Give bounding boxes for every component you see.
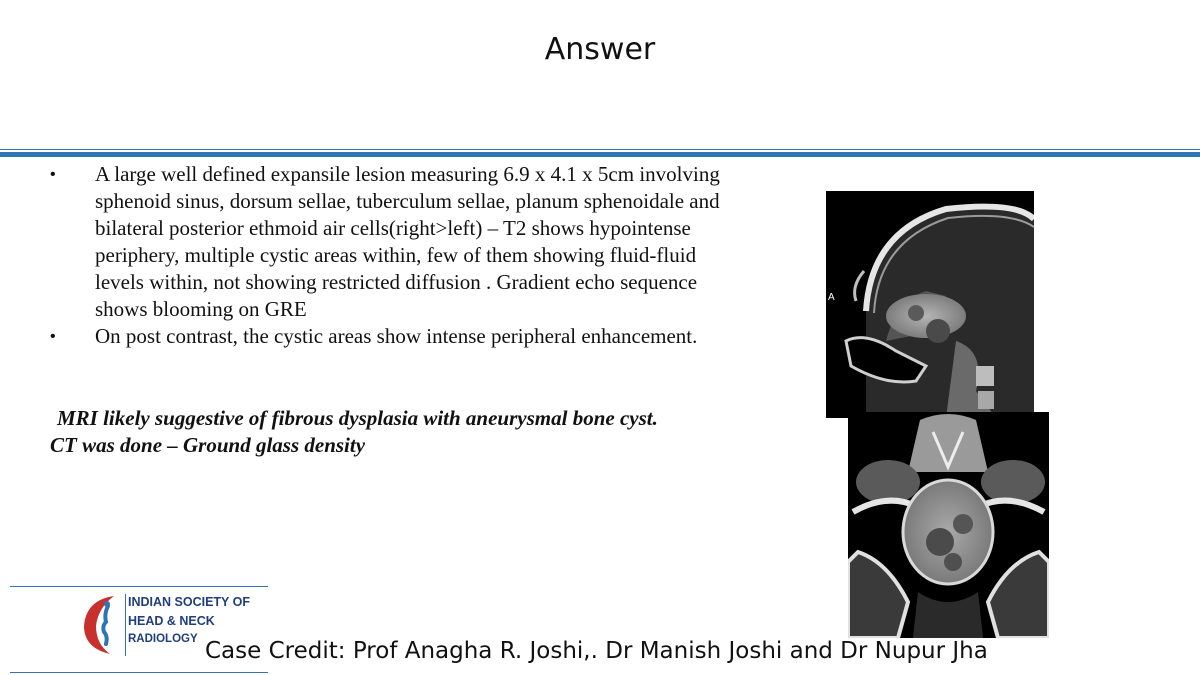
findings-list bbox=[50, 161, 730, 350]
logo-text-line3: RADIOLOGY bbox=[128, 633, 198, 645]
logo-text-line2: HEAD & NECK bbox=[128, 614, 215, 628]
finding-item bbox=[50, 323, 730, 350]
header-divider-thin bbox=[0, 149, 1200, 150]
logo-separator bbox=[125, 594, 126, 656]
bullet-marker: • bbox=[50, 328, 56, 345]
logo-text-line1: INDIAN SOCIETY OF bbox=[128, 595, 251, 609]
conclusion bbox=[50, 405, 770, 459]
conclusion-line-mri: MRI likely suggestive of fibrous dysplasia with aneurysmal bone cyst. bbox=[57, 406, 658, 430]
bullet-marker: • bbox=[50, 166, 56, 183]
axial-ct-image bbox=[848, 412, 1049, 638]
finding-text: On post contrast, the cystic areas show intense peripheral enhancement. bbox=[95, 324, 698, 348]
logo-top-line bbox=[10, 586, 268, 587]
conclusion-line-ct: CT was done – Ground glass density bbox=[50, 433, 366, 457]
finding-text: A large well defined expansile lesion measuring 6.9 x 4.1 x 5cm involving sphenoid sinus, dorsum sellae, tuberculum sellae, planum sphenoidale and bilateral posterior ethmoid air cells(right>left) – T2 shows hypointense periphery, multiple cystic areas within, few of them showing fluid-fluid levels within, not showing restricted diffusion . Gradient echo sequence shows blooming on GRE bbox=[95, 162, 720, 321]
image-orientation-label: A bbox=[828, 292, 835, 303]
case-credit: Case Credit: Prof Anagha R. Joshi,. Dr Manish Joshi and Dr Nupur Jha bbox=[205, 638, 988, 664]
slide-title: Answer bbox=[544, 32, 656, 67]
logo-emblem-icon bbox=[76, 592, 132, 656]
header-divider-thick bbox=[0, 152, 1200, 157]
logo-bottom-line bbox=[10, 672, 268, 673]
sagittal-ct-image bbox=[826, 191, 1034, 418]
finding-item bbox=[50, 161, 730, 323]
